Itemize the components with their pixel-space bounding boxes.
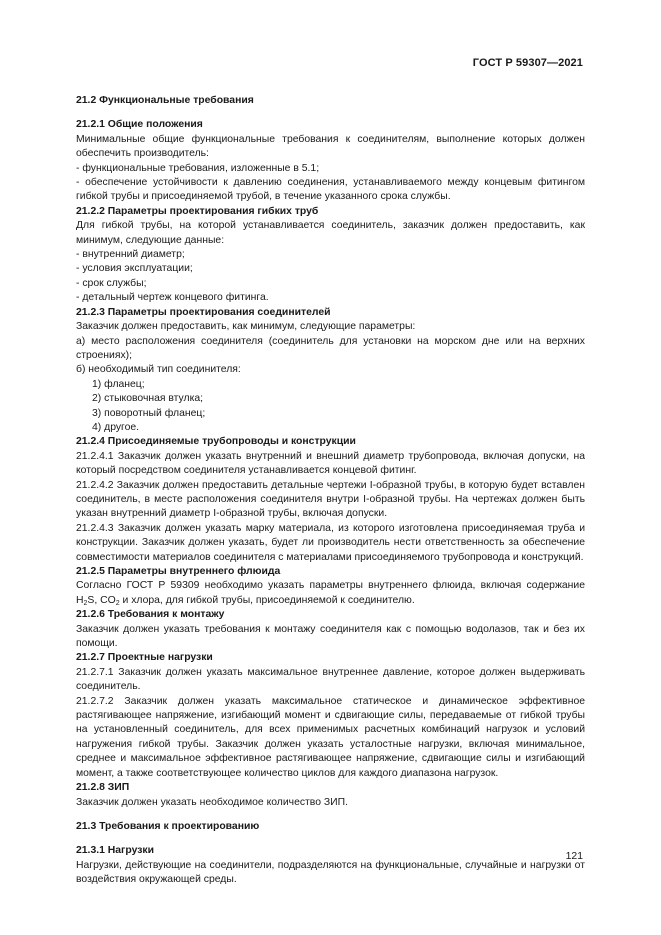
paragraph: Нагрузки, действующие на соединители, подразделяются на функциональные, случайные и нагрузки от воздействия окружающей среды. xyxy=(76,859,585,886)
section-21-2-4-heading: 21.2.4 Присоединяемые трубопроводы и конструкции xyxy=(76,436,356,448)
standard-number-header: ГОСТ Р 59307—2021 xyxy=(472,57,583,69)
section-21-2-2-heading: 21.2.2 Параметры проектирования гибких труб xyxy=(76,205,319,217)
section-21-2-6-heading: 21.2.6 Требования к монтажу xyxy=(76,609,225,621)
list-subitem: 2) стыковочная втулка; xyxy=(92,393,204,405)
paragraph xyxy=(76,133,585,162)
section-21-2-8-heading: 21.2.8 ЗИП xyxy=(76,782,130,794)
text-run: и хлора, для гибкой трубы, присоединяемой к соединителю. xyxy=(119,594,415,606)
paragraph-text: Минимальные общие функциональные требования к соединителям, выполнение которых должен обеспечить производитель: xyxy=(76,133,585,160)
page-content xyxy=(76,94,585,888)
section-21-2-heading: 21.2 Функциональные требования xyxy=(76,95,254,106)
section-21-3-heading: 21.3 Требования к проектированию xyxy=(76,820,260,832)
list-item: - условия эксплуатации; xyxy=(76,263,193,275)
paragraph: Заказчик должен указать требования к монтажу соединителя как с помощью водолазов, так и без их помощи. xyxy=(76,623,585,650)
page-number: 121 xyxy=(565,851,583,862)
list-item: - детальный чертеж концевого фитинга. xyxy=(76,292,269,304)
section-21-2-7-heading: 21.2.7 Проектные нагрузки xyxy=(76,652,213,664)
paragraph: Заказчик должен предоставить, как минимум, следующие параметры: xyxy=(76,321,416,333)
list-item: б) необходимый тип соединителя: xyxy=(76,364,241,376)
section-21-3-1-heading: 21.3.1 Нагрузки xyxy=(76,845,154,857)
text-run: Согласно ГОСТ Р 59309 необходимо указать параметры внутреннего флюида, включая содержание H xyxy=(76,580,585,606)
paragraph: 21.2.4.2 Заказчик должен предоставить детальные чертежи I-образной трубы, в которую будет вставлен соединитель, в месте расположения соединителя внутри I-образной трубы. На чертежах должен быть указан внутренний диаметр I-образной трубы, включая допуски. xyxy=(76,479,585,520)
list-item: - обеспечение устойчивости к давлению соединения, устанавливаемого между концевым фитингом гибкой трубы и присоединяемой трубой, в течение указанного срока службы. xyxy=(76,177,585,203)
paragraph: Заказчик должен указать необходимое количество ЗИП. xyxy=(76,796,348,808)
text-run: S, CO xyxy=(87,594,116,606)
paragraph xyxy=(76,579,585,608)
paragraph: 21.2.7.2 Заказчик должен указать максимальное статическое и динамическое эффективное растягивающее напряжение, изгибающий момент и сдвигающие силы, передаваемые от гибкой трубы на установленный соединитель, для всех применимых расчетных комбинаций нагрузок и условий нагружения гибкой трубы. Заказчик должен указать усталостные нагрузки, включая минимальное, среднее и максимальное эффективное растягивающее напряжение, сдвигающие силы и изгибающий момент, а также соответствующее количество циклов для каждого диапазона нагрузок. xyxy=(76,695,585,779)
list-subitem: 3) поворотный фланец; xyxy=(92,407,206,419)
paragraph: 21.2.4.3 Заказчик должен указать марку материала, из которого изготовлена присоединяемая труба и конструкции. Заказчик должен указать, будет ли производитель нести ответственность за обеспечение совместимости материалов соединителя с материалами присоединяемого трубопровода и конструкций. xyxy=(76,522,585,563)
list-subitem: 1) фланец; xyxy=(92,378,145,390)
paragraph: Для гибкой трубы, на которой устанавливается соединитель, заказчик должен предоставить, как минимум, следующие данные: xyxy=(76,220,585,246)
list-subitem: 4) другое. xyxy=(92,421,140,433)
list-item: - функциональные требования, изложенные в 5.1; xyxy=(76,162,320,174)
list-item: - внутренний диаметр; xyxy=(76,249,185,261)
section-21-2-3-heading: 21.2.3 Параметры проектирования соединителей xyxy=(76,306,331,318)
subscript: 2 xyxy=(115,599,120,607)
paragraph: 21.2.4.1 Заказчик должен указать внутренний и внешний диаметр трубопровода, включая допуски, на который посредством соединителя устанавливается концевой фитинг. xyxy=(76,450,585,477)
subscript: 2 xyxy=(83,599,88,607)
list-item: а) место расположения соединителя (соединитель для установки на морском дне или на верхних строениях); xyxy=(76,335,585,361)
list-item: - срок службы; xyxy=(76,277,147,289)
paragraph: 21.2.7.1 Заказчик должен указать максимальное внутреннее давление, которое должен выдерживать соединитель. xyxy=(76,666,585,693)
section-21-2-5-heading: 21.2.5 Параметры внутреннего флюида xyxy=(76,566,281,577)
section-21-2-1-heading: 21.2.1 Общие положения xyxy=(76,119,203,131)
